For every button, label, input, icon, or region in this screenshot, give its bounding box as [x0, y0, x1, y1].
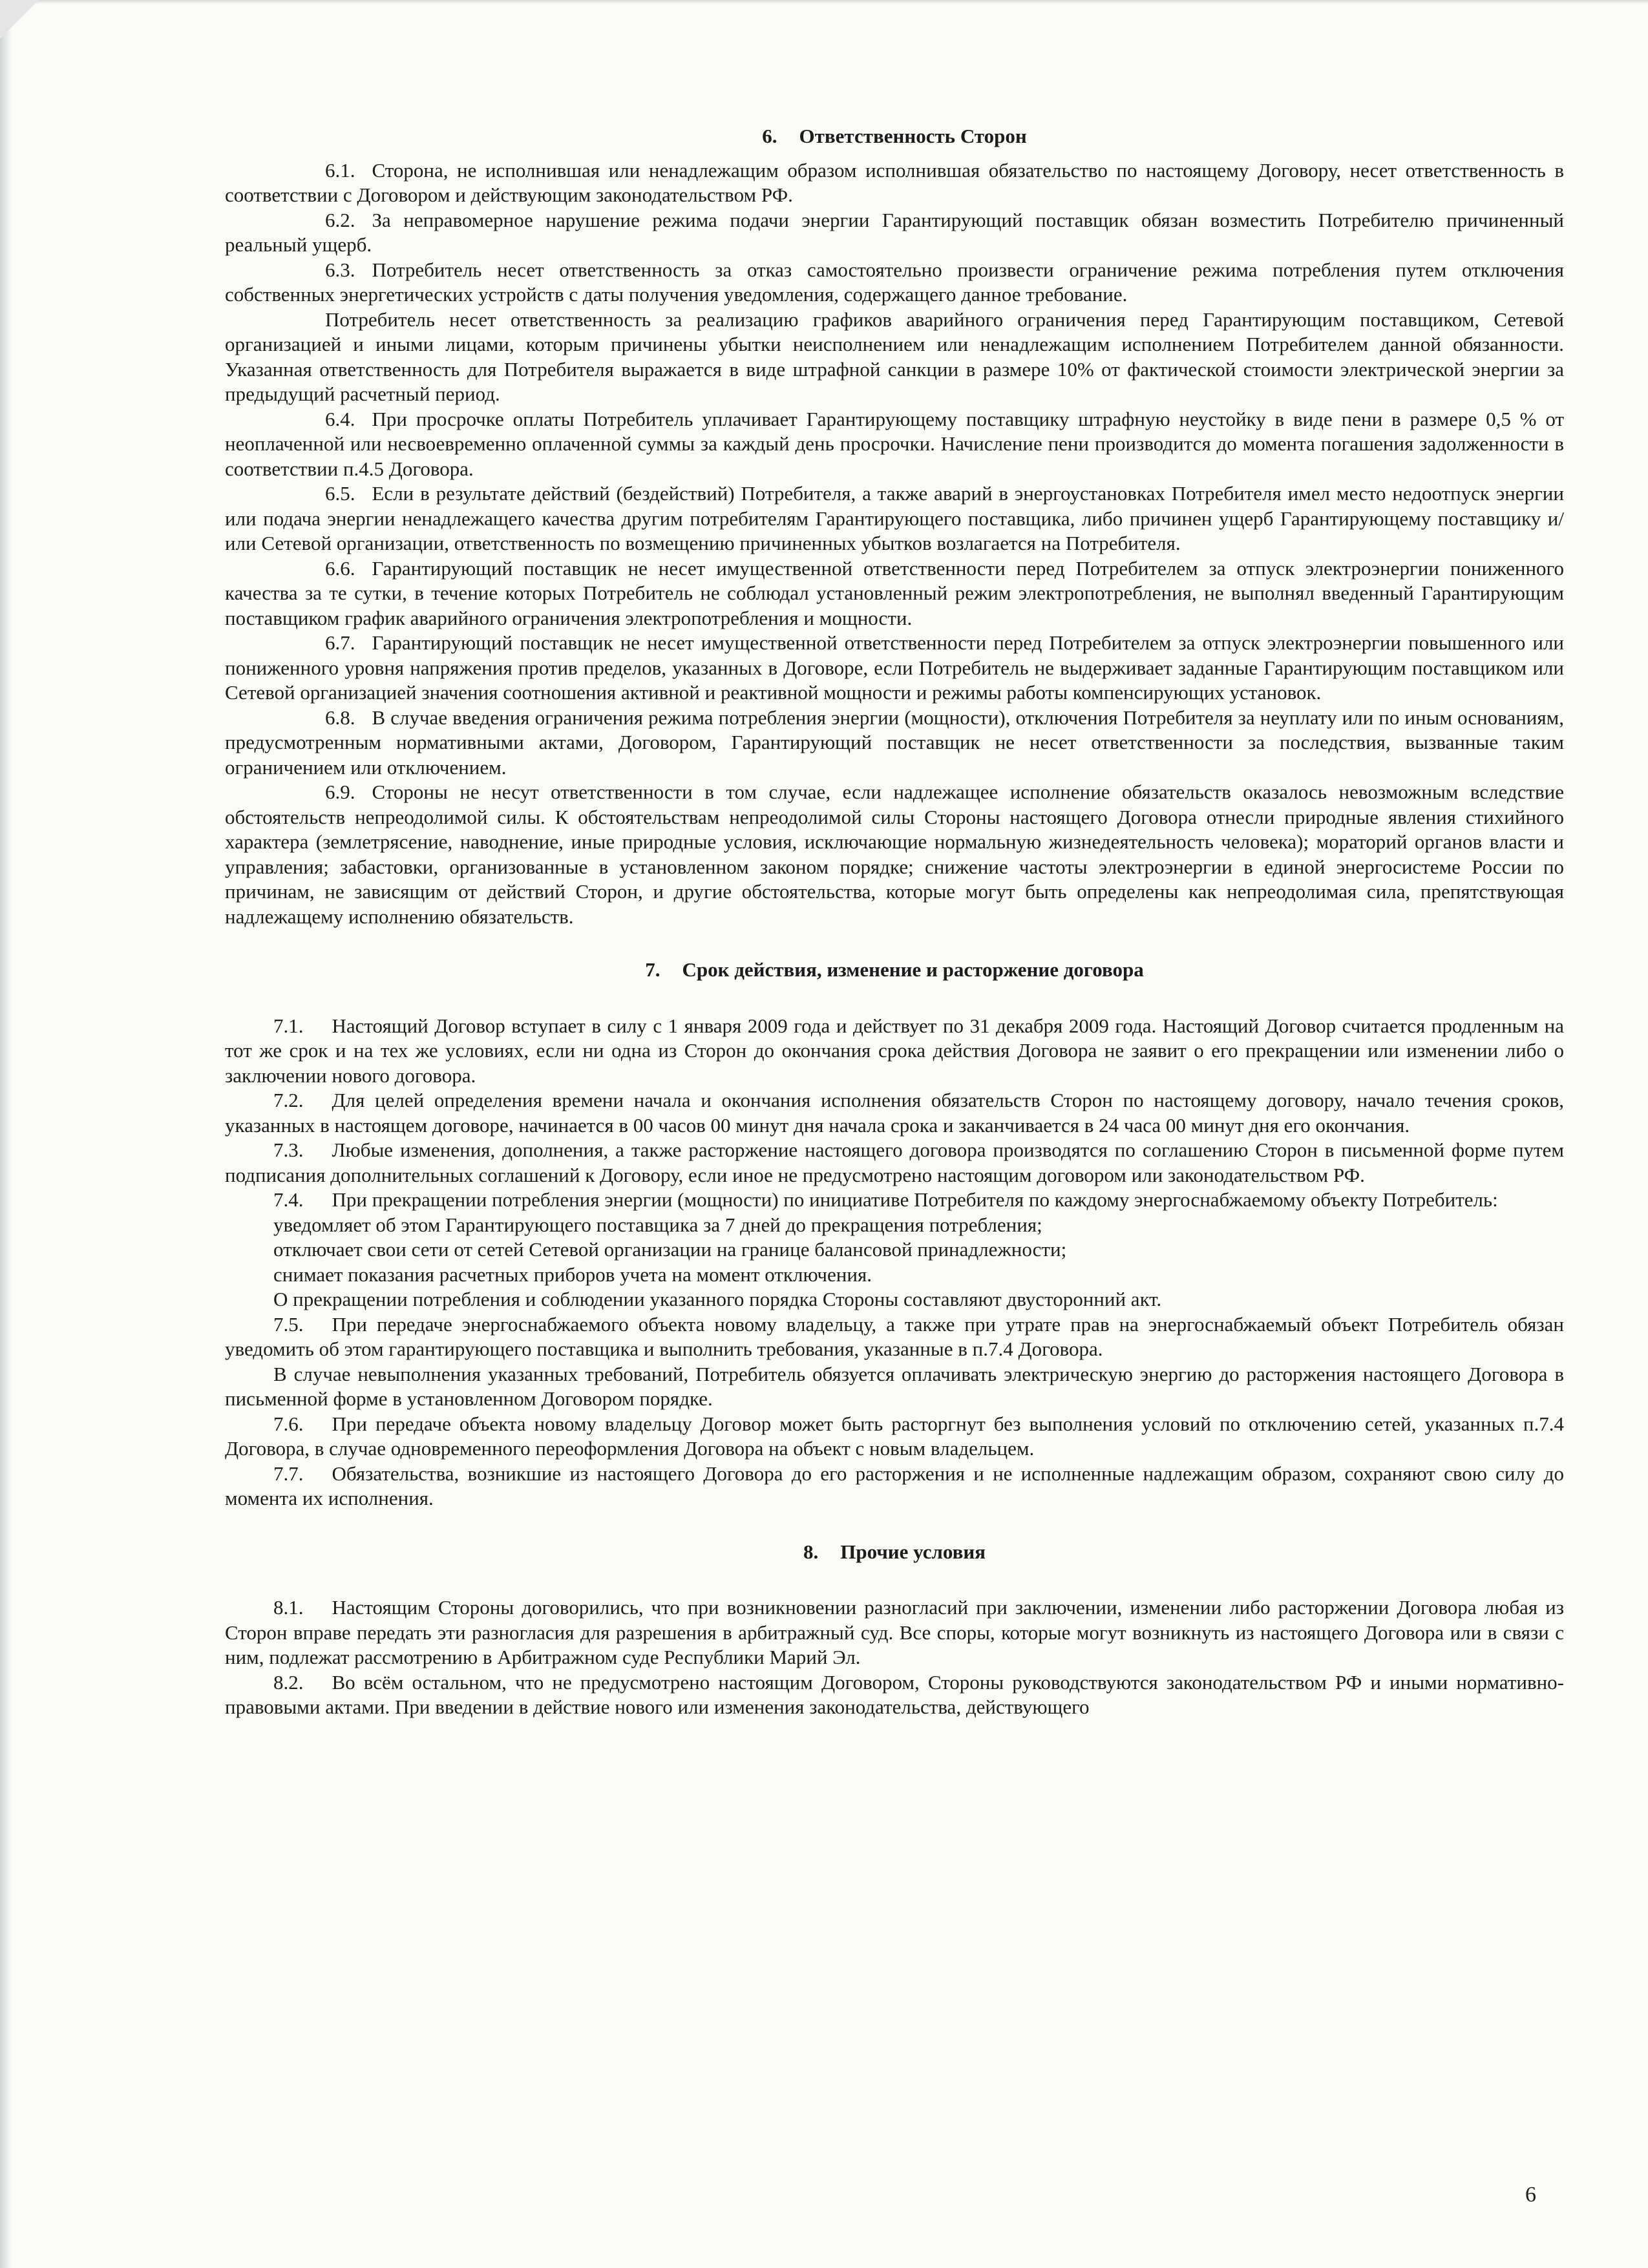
clause-number: 8.1. [273, 1596, 304, 1619]
clause-text: За неправомерное нарушение режима подачи энергии Гарантирующий поставщик обязан возместить Потребителю причиненный реальный ущерб. [225, 208, 1564, 256]
clause-6-4 [225, 407, 1564, 482]
clause-number: 6.2. [325, 208, 355, 231]
clause-text: Потребитель несет ответственность за реализацию графиков аварийного ограничения перед Гарантирующим поставщиком, Сетевой организацией и иными лицами, которым причинены убытки неисполнением или ненадлежащим исполнением Потребителем данной обязанности. Указанная ответственность для Потребителя выражается в виде штрафной санкции в размере 10% от фактической стоимости электрической энергии за предыдущий расчетный период. [225, 308, 1564, 405]
clause-6-3 [225, 258, 1564, 308]
clause-7-5-paragraph [225, 1362, 1564, 1412]
clause-number: 6.1. [325, 158, 355, 182]
section-8-number: 8. [803, 1540, 819, 1563]
clause-7-1 [225, 1014, 1564, 1089]
page-edge-left [0, 0, 12, 2268]
clause-7-4 [225, 1188, 1564, 1213]
clause-text: Настоящим Стороны договорились, что при возникновении разногласий при заключении, изменении либо расторжении Договора любая из Сторон вправе передать эти разногласия для разрешения в арбитражный суд. Все споры, которые могут возникнуть из настоящего Договора или в связи с ним, подлежат рассмотрению в Арбитражном суде Республики Марий Эл. [225, 1596, 1564, 1668]
clause-8-2 [225, 1670, 1564, 1720]
subitem-text: О прекращении потребления и соблюдении указанного порядка Стороны составляют двусторонний акт. [273, 1288, 1162, 1310]
document-body [225, 124, 1564, 1720]
clause-text: Настоящий Договор вступает в силу с 1 января 2009 года и действует по 31 декабря 2009 года. Настоящий Договор считается продленным на тот же срок и на тех же условиях, если ни одна из Сторон до окончания срока действия Договора не заявит о его прекращении или изменении либо о заключении нового договора. [225, 1014, 1564, 1087]
clause-6-8 [225, 706, 1564, 781]
section-6-number: 6. [762, 125, 777, 147]
clause-number: 8.2. [273, 1670, 304, 1694]
clause-6-5 [225, 481, 1564, 556]
page-number: 6 [1525, 2183, 1536, 2207]
corner-fold [0, 0, 39, 39]
clause-number: 7.3. [273, 1139, 304, 1161]
clause-8-1 [225, 1595, 1564, 1670]
clause-6-2 [225, 208, 1564, 258]
clause-number: 6.8. [325, 706, 355, 729]
clause-7-2 [225, 1088, 1564, 1138]
clause-text: Для целей определения времени начала и окончания исполнения обязательств Сторон по настоящему договору, начало течения сроков, указанных в настоящем договоре, начинается в 00 часов 00 минут дня начала срока и заканчивается в 24 часа 00 минут дня его окончания. [225, 1089, 1564, 1137]
section-6-heading [225, 124, 1564, 149]
clause-text: Гарантирующий поставщик не несет имущественной ответственности перед Потребителем за отпуск электроэнергии пониженного качества за те сутки, в течение которых Потребитель не соблюдал установленный режим электропотребления, не выполнял введенный Гарантирующим поставщиком график аварийного ограничения электропотребления и мощности. [225, 556, 1564, 629]
clause-text: Гарантирующий поставщик не несет имущественной ответственности перед Потребителем за отпуск электроэнергии повышенного или пониженного уровня напряжения против пределов, указанных в Договоре, если Потребитель не выдерживает заданные Гарантирующим поставщиком или Сетевой организацией значения соотношения активной и реактивной мощности и режимы работы компенсирующих установок. [225, 631, 1564, 704]
clause-number: 6.6. [325, 556, 355, 580]
section-6-title: Ответственность Сторон [799, 125, 1027, 147]
clause-text: Сторона, не исполнившая или ненадлежащим образом исполнившая обязательство по настоящему Договору, несет ответственность в соответствии с Договором и действующим законодательством РФ. [225, 158, 1564, 206]
clause-text: Во всём остальном, что не предусмотрено настоящим Договором, Стороны руководствуются законодательством РФ и иными нормативно-правовыми актами. При введении в действие нового или изменения законодательства, действующего [225, 1670, 1564, 1718]
clause-number: 6.5. [325, 482, 355, 505]
clause-6-1 [225, 158, 1564, 208]
clause-text: Если в результате действий (бездействий) Потребителя, а также аварий в энергоустановках Потребителя имел место недоотпуск энергии или подача энергии ненадлежащего качества другим потребителям Гарантирующего поставщика, либо причинен ущерб Гарантирующему поставщику и/или Сетевой организации, ответственность по возмещению причиненных убытков возлагается на Потребителя. [225, 482, 1564, 554]
clause-7-7 [225, 1462, 1564, 1511]
clause-text: Любые изменения, дополнения, а также расторжение настоящего договора производятся по соглашению Сторон в письменной форме путем подписания дополнительных соглашений к Договору, если иное не предусмотрено настоящим договором или законодательством РФ. [225, 1139, 1564, 1186]
clause-text: При прекращении потребления энергии (мощности) по инициативе Потребителя по каждому энергоснабжаемому объекту Потребитель: [332, 1188, 1498, 1211]
clause-6-3-paragraph [225, 308, 1564, 407]
clause-number: 7.1. [273, 1014, 304, 1037]
section-7-heading [225, 958, 1564, 983]
clause-text: В случае невыполнения указанных требований, Потребитель обязуется оплачивать электрическую энергию до расторжения настоящего Договора в письменной форме в установленном Договором порядке. [225, 1362, 1564, 1410]
section-7-number: 7. [645, 958, 660, 981]
clause-number: 6.9. [325, 781, 355, 803]
clause-7-6 [225, 1412, 1564, 1462]
clause-text: При передаче энергоснабжаемого объекта новому владельцу, а также при утрате прав на энергоснабжаемый объект Потребитель обязан уведомить об этом гарантирующего поставщика и выполнить требования, указанные в п.7.4 Договора. [225, 1312, 1564, 1360]
subitem-text: снимает показания расчетных приборов учета на момент отключения. [273, 1263, 872, 1286]
clause-number: 7.6. [273, 1412, 304, 1435]
clause-number: 6.4. [325, 407, 355, 430]
clause-7-5 [225, 1312, 1564, 1362]
subitem-text: отключает свои сети от сетей Сетевой организации на границе балансовой принадлежности; [273, 1238, 1067, 1261]
clause-number: 7.7. [273, 1462, 304, 1485]
clause-6-7 [225, 631, 1564, 706]
section-8-heading [225, 1540, 1564, 1565]
clause-text: Потребитель несет ответственность за отказ самостоятельно произвести ограничение режима потребления путем отключения собственных энергетических устройств с даты получения уведомления, содержащего данное требование. [225, 258, 1564, 306]
clause-7-4-subitem [225, 1263, 1564, 1288]
clause-6-9 [225, 780, 1564, 929]
clause-7-3 [225, 1138, 1564, 1188]
section-7-title: Срок действия, изменение и расторжение договора [682, 958, 1144, 981]
page-edge-top [0, 0, 1648, 4]
clause-number: 6.7. [325, 631, 355, 654]
clause-7-4-subitem [225, 1213, 1564, 1238]
clause-number: 7.2. [273, 1089, 304, 1111]
clause-text: В случае введения ограничения режима потребления энергии (мощности), отключения Потребителя за неуплату или по иным основаниям, предусмотренным нормативными актами, Договором, Гарантирующий поставщик не несет ответственности за последствия, вызванные таким ограничением или отключением. [225, 706, 1564, 779]
clause-number: 6.3. [325, 258, 355, 281]
clause-text: Стороны не несут ответственности в том случае, если надлежащее исполнение обязательств оказалось невозможным вследствие обстоятельств непреодолимой силы. К обстоятельствам непреодолимой силы Стороны настоящего Договора отнесли природные явления стихийного характера (землетрясение, наводнение, иные природные условия, исключающие нормальную жизнедеятельность человека); мораторий органов власти и управления; забастовки, организованные в установленном законом порядке; снижение частоты электроэнергии в единой энергосистеме России по причинам, не зависящим от действий Сторон, и другие обстоятельства, которые могут быть определены как непреодолимая сила, препятствующая надлежащему исполнению обязательств. [225, 781, 1564, 928]
clause-6-6 [225, 556, 1564, 631]
subitem-text: уведомляет об этом Гарантирующего поставщика за 7 дней до прекращения потребления; [273, 1213, 1042, 1236]
clause-text: При просрочке оплаты Потребитель уплачивает Гарантирующему поставщику штрафную неустойку в виде пени в размере 0,5 % от неоплаченной или несвоевременно оплаченной суммы за каждый день просрочки. Начисление пени производится до момента погашения задолженности в соответствии п.4.5 Договора. [225, 407, 1564, 480]
clause-text: При передаче объекта новому владельцу Договор может быть расторгнут без выполнения условий по отключению сетей, указанных п.7.4 Договора, в случае одновременного переоформления Договора на объект с новым владельцем. [225, 1412, 1564, 1460]
clause-number: 7.5. [273, 1312, 304, 1336]
clause-text: Обязательства, возникшие из настоящего Договора до его расторжения и не исполненные надлежащим образом, сохраняют свою силу до момента их исполнения. [225, 1462, 1564, 1509]
clause-7-4-subitem [225, 1237, 1564, 1263]
section-8-title: Прочие условия [840, 1540, 986, 1563]
clause-7-4-subitem [225, 1287, 1564, 1312]
clause-number: 7.4. [273, 1188, 304, 1211]
